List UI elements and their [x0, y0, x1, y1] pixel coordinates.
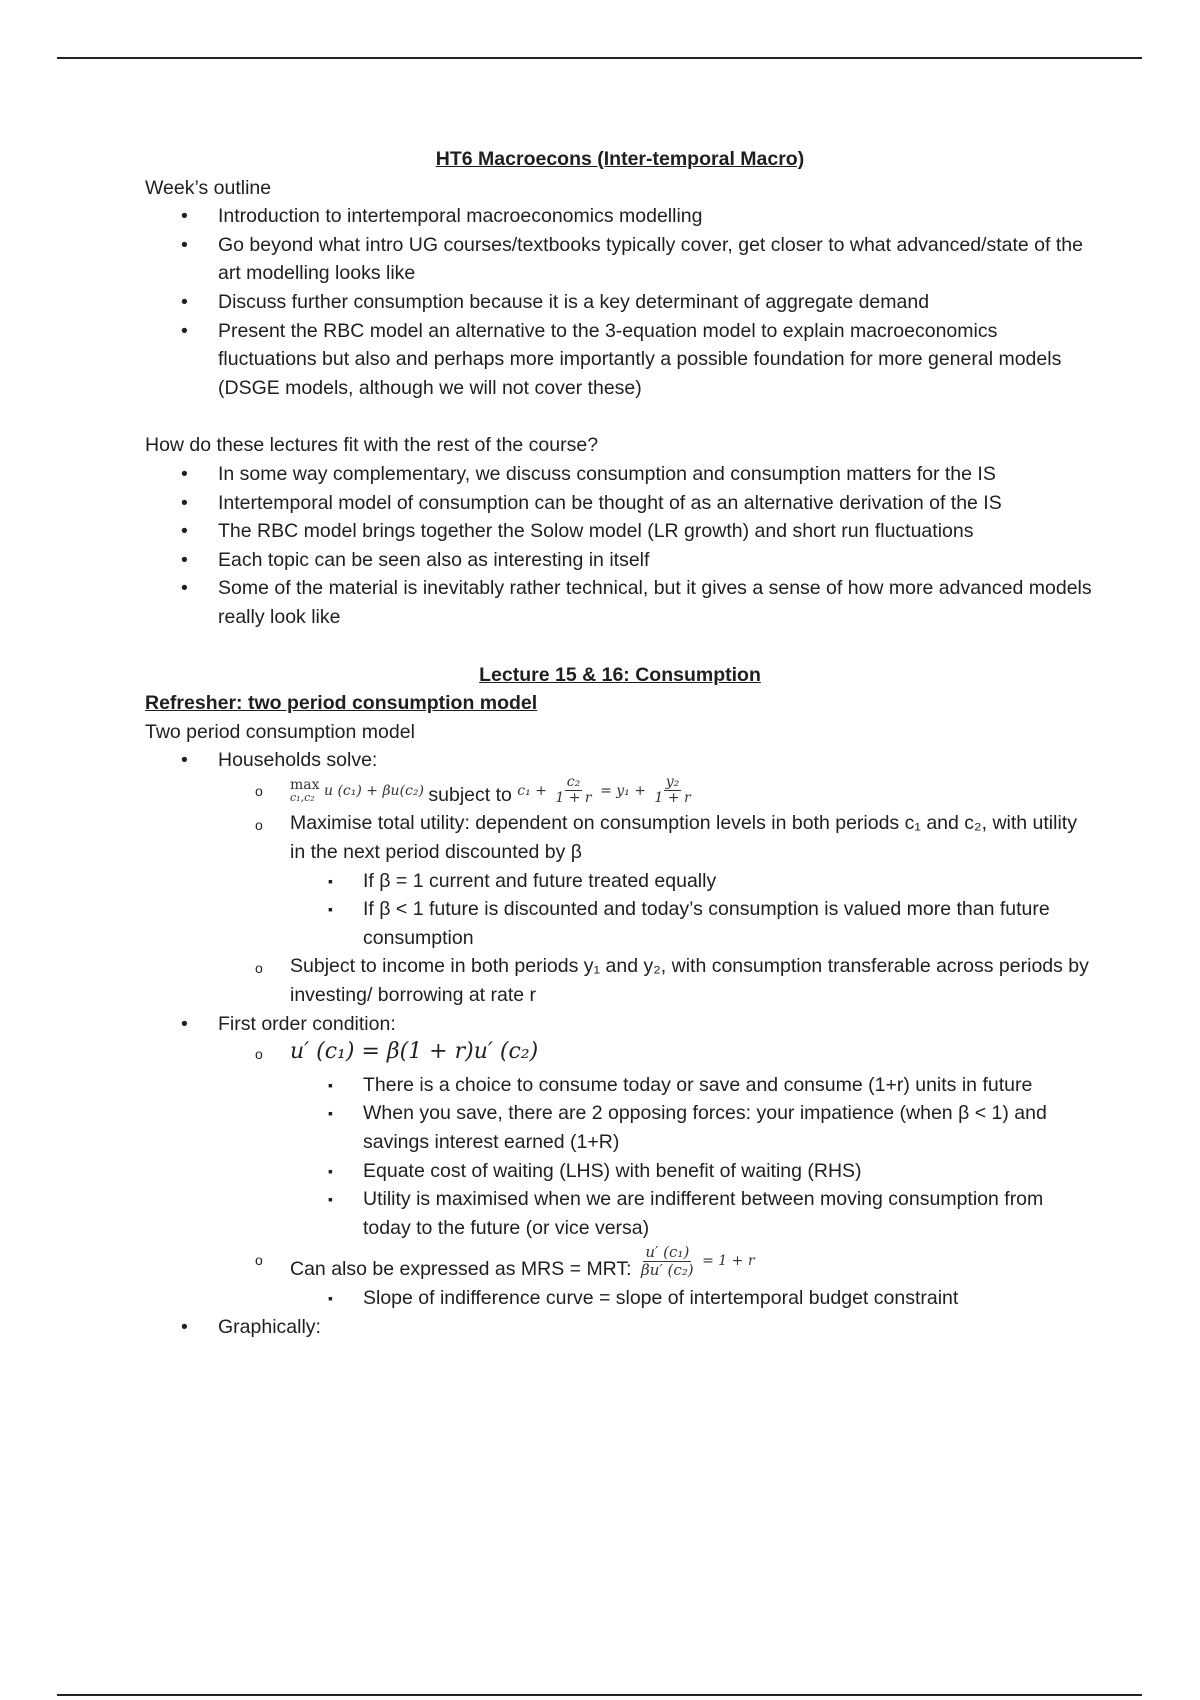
model-heading: Two period consumption model — [145, 720, 415, 743]
list-item: • Graphically: — [145, 1313, 1095, 1342]
budget-denominator-2: 1 + r — [654, 790, 691, 807]
list-item: ▪ Slope of indifference curve = slope of intertemporal budget constraint — [145, 1284, 1095, 1313]
utility-expression: u (c₁) + βu(c₂) — [323, 782, 424, 799]
list-item: ▪ Utility is maximised when we are indifferent between moving consumption from today to the future (or vice versa) — [145, 1185, 1095, 1242]
list-item — [145, 809, 1095, 952]
list-item: • Go beyond what intro UG courses/textbooks typically cover, get closer to what advanced/state of the art modelling looks like — [145, 231, 1095, 288]
foc-points — [290, 1071, 1095, 1243]
list-item: ▪ If β = 1 current and future treated equally — [145, 867, 1095, 896]
list-item: • Present the RBC model an alternative to the 3-equation model to explain macroeconomics fluctuations but also and perhaps more importantly a possible foundation for more general models (DSGE models, although we will not cover these) — [145, 317, 1095, 403]
refresher-heading: Refresher: two period consumption model — [145, 692, 538, 715]
budget-denominator-1: 1 + r — [555, 790, 592, 807]
households-sublist — [218, 775, 1095, 1010]
list-item: • Intertemporal model of consumption can be thought of as an alternative derivation of the IS — [145, 489, 1095, 518]
list-item: ▪ Equate cost of waiting (LHS) with benefit of waiting (RHS) — [145, 1157, 1095, 1186]
list-item: • Discuss further consumption because it is a key determinant of aggregate demand — [145, 288, 1095, 317]
list-item: ▪ If β < 1 future is discounted and today’s consumption is valued more than future consumption — [145, 895, 1095, 952]
foc-sublist — [218, 1038, 1095, 1312]
mrs-numerator: u′ (c₁) — [645, 1243, 690, 1262]
mrs-text: Can also be expressed as MRS = MRT: — [290, 1258, 632, 1281]
fit-list — [145, 460, 1095, 632]
budget-constraint — [517, 773, 694, 807]
fit-heading: How do these lectures fit with the rest of the course? — [145, 434, 599, 457]
outline-list — [145, 202, 1095, 402]
objective-formula — [290, 777, 428, 805]
mrs-formula — [637, 1243, 755, 1279]
households-solve-text: Households solve: — [218, 749, 378, 772]
budget-c2: c₂ — [566, 773, 581, 790]
list-item: • In some way complementary, we discuss consumption and consumption matters for the IS — [145, 460, 1095, 489]
subject-to-text: subject to — [428, 783, 512, 806]
budget-y2: y₂ — [665, 773, 680, 790]
slope-sublist — [290, 1284, 1095, 1313]
foc-heading: First order condition: — [218, 1012, 396, 1035]
list-item: • Some of the material is inevitably rather technical, but it gives a sense of how more advanced models really look like — [145, 574, 1095, 631]
mrs-denominator: βu′ (c₂) — [641, 1260, 694, 1279]
max-label: o max — [290, 777, 320, 794]
budget-equals: = y₁ + — [600, 782, 646, 799]
objective-equation — [145, 775, 1095, 810]
document-page — [145, 145, 1095, 1341]
lecture-title: Lecture 15 & 16: Consumption — [479, 663, 761, 686]
list-item: ▪ There is a choice to consume today or save and consume (1+r) units in future — [145, 1071, 1095, 1100]
budget-lhs: c₁ + — [517, 782, 547, 799]
beta-sublist — [290, 867, 1095, 953]
list-item — [145, 1010, 1095, 1313]
list-item — [145, 746, 1095, 1009]
list-item: • The RBC model brings together the Solow model (LR growth) and short run fluctuations — [145, 517, 1095, 546]
foc-equation-item — [145, 1038, 1095, 1242]
foc-equation: u′ (c₁) = β(1 + r)u′ (c₂) — [290, 1039, 539, 1065]
outline-heading: Week’s outline — [145, 176, 272, 199]
list-item: • Introduction to intertemporal macroeconomics modelling — [145, 202, 1095, 231]
list-item: o Subject to income in both periods y₁ and y₂, with consumption transferable across periods by investing/ borrowing at rate r — [145, 952, 1095, 1009]
page-title: HT6 Macroecons (Inter-temporal Macro) — [435, 148, 805, 170]
model-list — [145, 746, 1095, 1341]
max-subscript: c₁,c₂ — [290, 791, 315, 805]
mrs-rhs: = 1 + r — [702, 1253, 755, 1270]
mrs-item — [145, 1244, 1095, 1312]
list-item: ▪ When you save, there are 2 opposing forces: your impatience (when β < 1) and savings interest earned (1+R) — [145, 1099, 1095, 1156]
list-item: • Each topic can be seen also as interesting in itself — [145, 546, 1095, 575]
bottom-rule — [57, 1694, 1142, 1696]
maximise-text: Maximise total utility: dependent on consumption levels in both periods c₁ and c₂, with utility in the next period discounted by β — [290, 812, 1077, 864]
top-rule — [57, 57, 1142, 59]
